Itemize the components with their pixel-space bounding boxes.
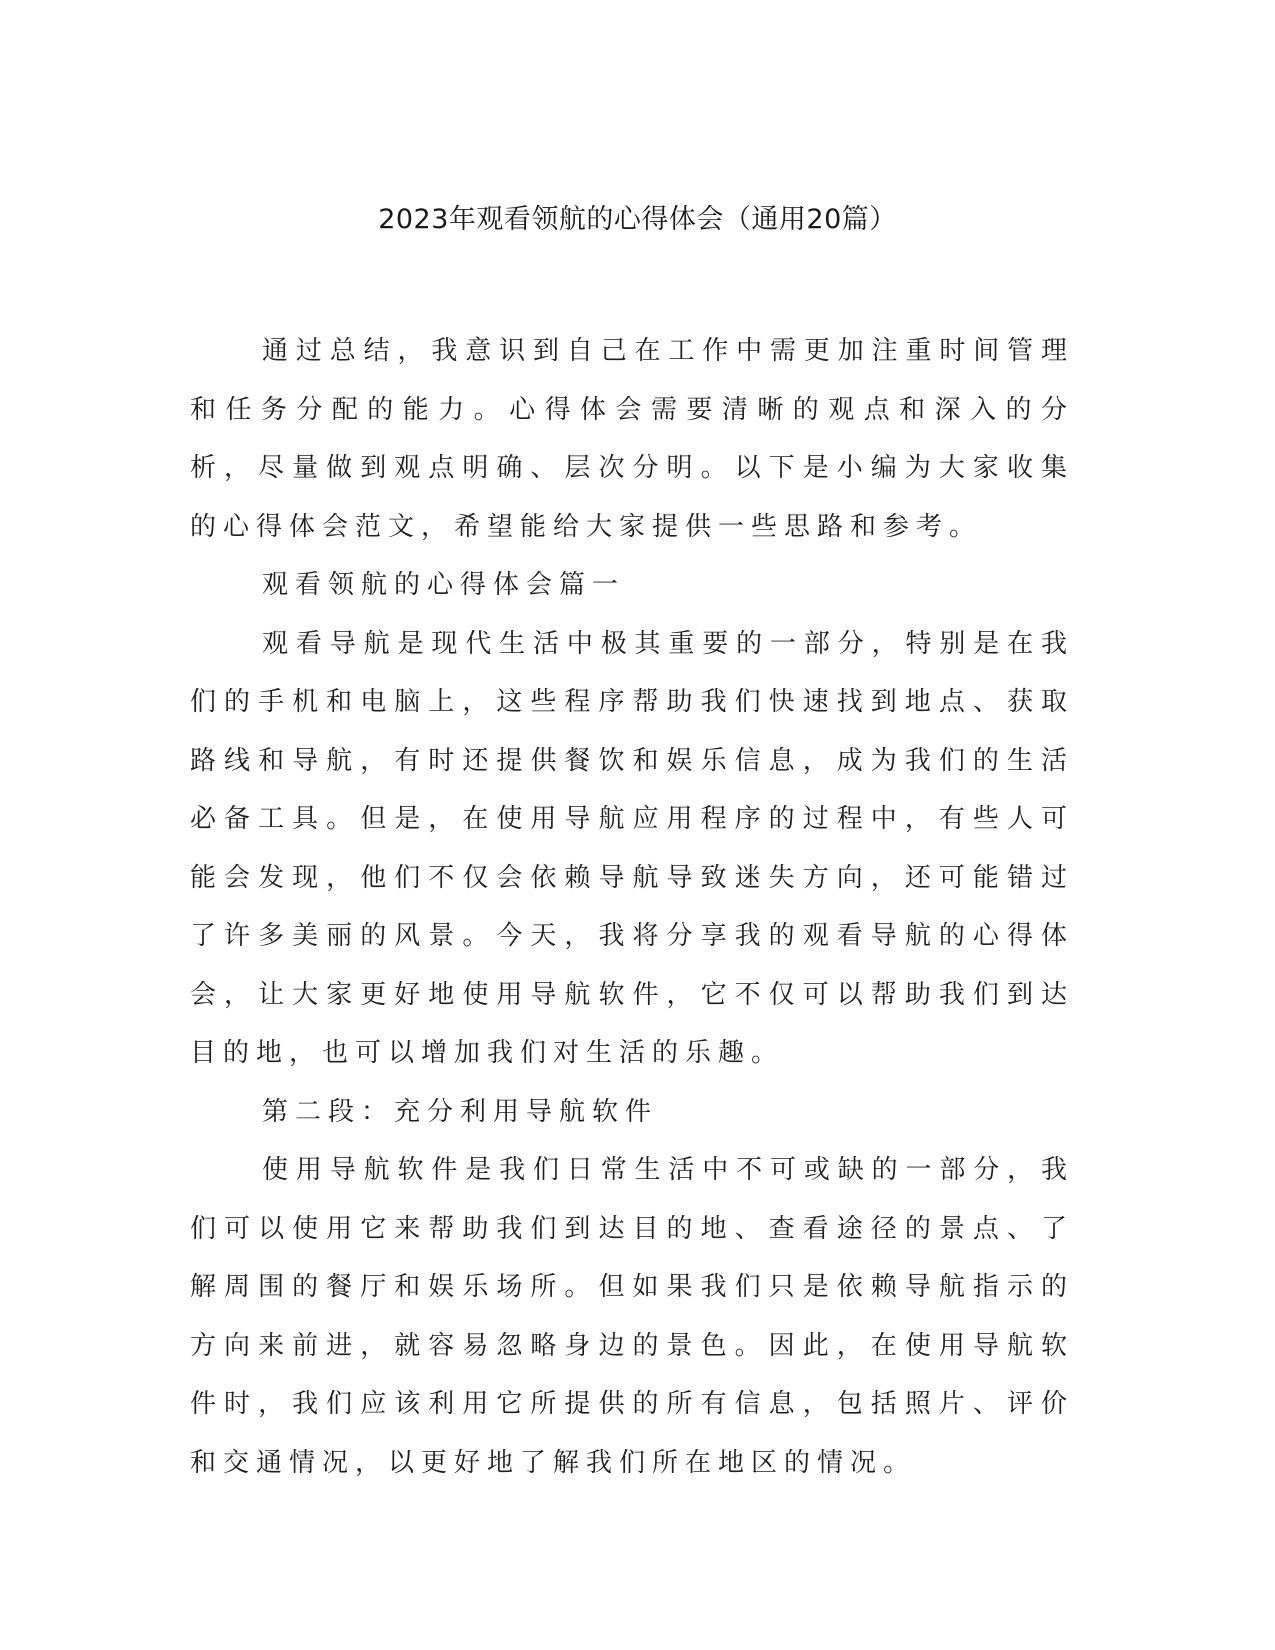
document-body (190, 322, 1074, 1492)
document-title: 2023年观看领航的心得体会（通用20篇） (378, 204, 897, 235)
intro-paragraph: 通过总结，我意识到自己在工作中需更加注重时间管理和任务分配的能力。心得体会需要清晰的观点和深入的分析，尽量做到观点明确、层次分明。以下是小编为大家收集的心得体会范文，希望能给大家提供一些思路和参考。 (190, 336, 1074, 542)
section-heading-part-two: 第二段：充分利用导航软件 (262, 1096, 659, 1127)
body-paragraph: 观看导航是现代生活中极其重要的一部分，特别是在我们的手机和电脑上，这些程序帮助我们快速找到地点、获取路线和导航，有时还提供餐饮和娱乐信息，成为我们的生活必备工具。但是，在使用导航应用程序的过程中，有些人可能会发现，他们不仅会依赖导航导致迷失方向，还可能错过了许多美丽的风景。今天，我将分享我的观看导航的心得体会，让大家更好地使用导航软件，它不仅可以帮助我们到达目的地，也可以增加我们对生活的乐趣。 (190, 628, 1074, 1068)
section-heading-part-one: 观看领航的心得体会篇一 (262, 570, 626, 600)
body-paragraph: 使用导航软件是我们日常生活中不可或缺的一部分，我们可以使用它来帮助我们到达目的地、查看途径的景点、了解周围的餐厅和娱乐场所。但如果我们只是依赖导航指示的方向来前进，就容易忽略身边的景色。因此，在使用导航软件时，我们应该利用它所提供的所有信息，包括照片、评价和交通情况，以更好地了解我们所在地区的情况。 (190, 1155, 1074, 1478)
